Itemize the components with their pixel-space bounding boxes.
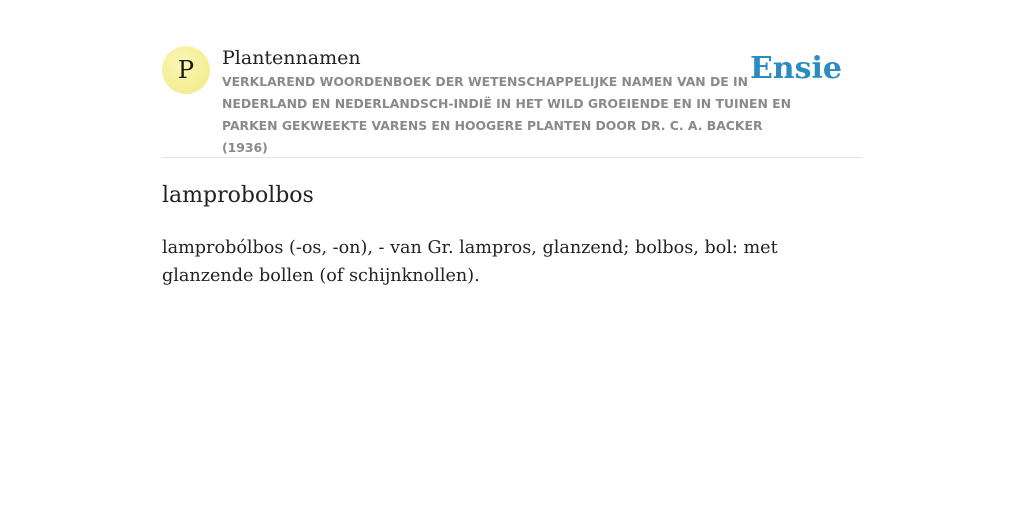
entry-definition: lamprobólbos (-os, -on), - van Gr. lampros, glanzend; bolbos, bol: met glanzende bollen (of schijnknollen). [162, 238, 778, 286]
book-subtitle: VERKLAREND WOORDENBOEK DER WETENSCHAPPELIJKE NAMEN VAN DE IN NEDERLAND EN NEDERLANDSCH-INDIË IN HET WILD GROEIENDE EN IN TUINEN EN PARKEN GEKWEEKTE VARENS EN HOOGERE PLANTEN DOOR DR. C. A. BACKER (1936) [222, 74, 791, 155]
book-avatar[interactable]: P [162, 46, 210, 94]
entry-title: lamprobolbos [162, 183, 314, 208]
ensie-logo-link[interactable]: Ensie [749, 51, 842, 86]
book-title[interactable]: Plantennamen [222, 47, 361, 69]
header-divider [162, 157, 862, 158]
book-header [162, 46, 862, 156]
